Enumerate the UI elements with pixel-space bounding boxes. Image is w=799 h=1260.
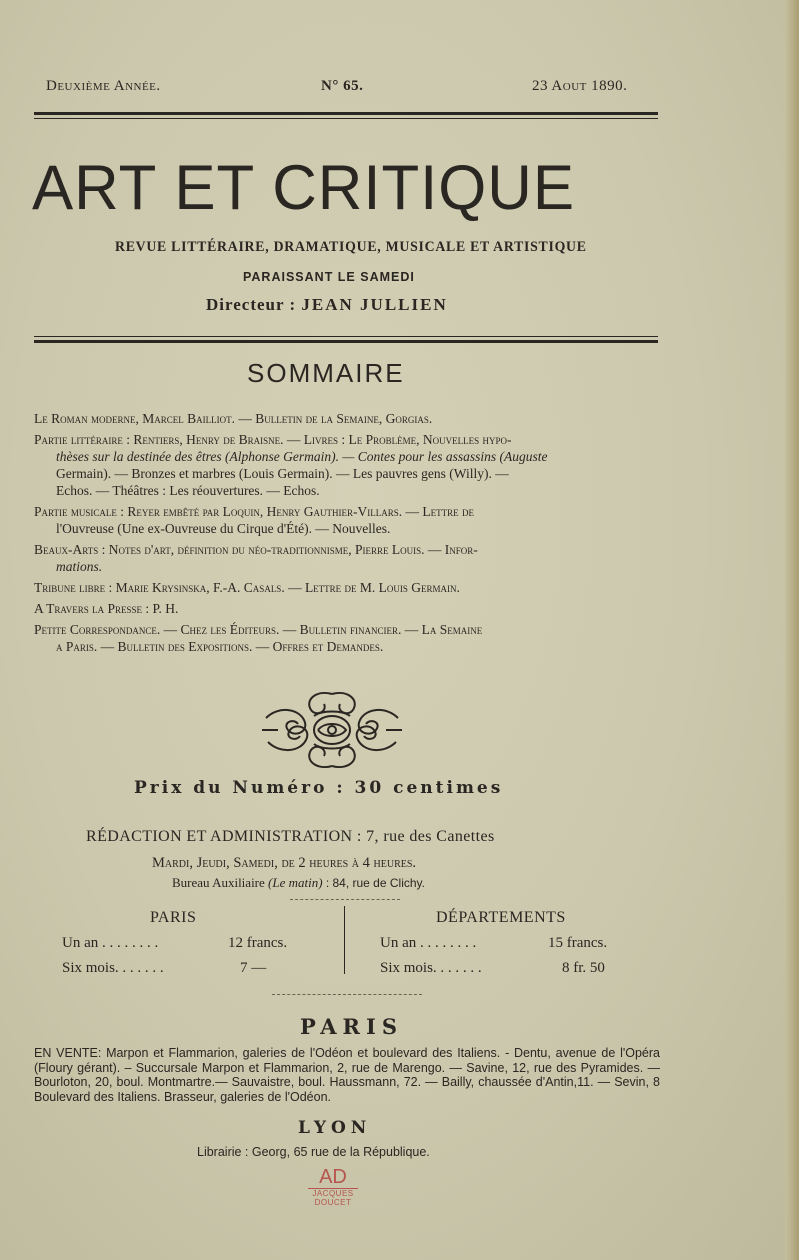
auxiliary-paper: (Le matin) — [268, 875, 323, 890]
divider — [290, 899, 400, 900]
paris-row-price: 7 — — [240, 960, 267, 976]
lyon-bookshop: Librairie : Georg, 65 rue de la République. — [197, 1145, 430, 1159]
toc-entry — [34, 541, 658, 575]
paris-row-label: Six mois. . . . . . . — [62, 960, 164, 976]
auxiliary-label: Bureau Auxiliaire — [172, 875, 265, 890]
publication-frequency: PARAISSANT LE SAMEDI — [243, 270, 415, 284]
toc-entry — [34, 503, 658, 537]
toc-line: mations. — [56, 559, 103, 574]
header-rule-thin — [34, 118, 658, 119]
year-label: Deuxième Année. — [46, 78, 161, 94]
toc-line: A Travers la Presse : P. H. — [34, 601, 179, 616]
masthead-subtitle: REVUE LITTÉRAIRE, DRAMATIQUE, MUSICALE ET ARTISTIQUE — [115, 239, 587, 255]
director-sep: : — [289, 295, 297, 314]
column-divider — [344, 906, 345, 974]
table-of-contents — [34, 410, 658, 659]
stamp-line: DOUCET — [314, 1198, 352, 1207]
dept-row-label: Six mois. . . . . . . — [380, 960, 482, 976]
paris-row-label: Un an . . . . . . . . — [62, 935, 159, 951]
masthead-title: ART ET CRITIQUE — [32, 153, 576, 223]
director-name: JEAN JULLIEN — [301, 295, 448, 314]
sales-text: EN VENTE: Marpon et Flammarion, galeries de l'Odéon et boulevard des Italiens. - Dentu, avenue de l'Opéra (Floury gérant). – Succursale Marpon et Flammarion, 2, rue de Marengo. — Savine, 12, rue des Pyramides. — Bourloton, 20, boul. Montmartre.— Sauvaistre, boul. Haussmann, 72. — Bailly, chaussée d'Antin,11. — Sevin, 8 Boulevard des Italiens. Brasseur, galeries de l'Odéon. — [34, 1046, 660, 1104]
sommaire-heading: SOMMAIRE — [247, 358, 405, 388]
masthead-rule — [34, 340, 658, 343]
issue-price: Prix du Numéro : 30 centimes — [134, 778, 504, 798]
toc-entry — [34, 579, 658, 596]
administration-address: RÉDACTION ET ADMINISTRATION : 7, rue des Canettes — [86, 828, 495, 845]
departements-heading: DÉPARTEMENTS — [436, 909, 566, 926]
dept-row-price: 8 fr. 50 — [562, 960, 605, 976]
toc-line: Tribune libre : Marie Krysinska, F.-A. Casals. — Lettre de M. Louis Germain. — [34, 580, 460, 595]
toc-line: Le Roman moderne, Marcel Bailliot. — Bulletin de la Semaine, Gorgias. — [34, 411, 433, 426]
page-edge — [785, 0, 799, 1260]
toc-line: Echos. — Théâtres : Les réouvertures. — Echos. — [56, 483, 320, 498]
stamp-line: JACQUES — [312, 1189, 354, 1198]
paris-row — [62, 935, 158, 952]
paris-row-price: 12 francs. — [228, 935, 288, 951]
toc-line: Partie musicale : Reyer embêté par Loquin, Henry Gauthier-Villars. — Lettre de — [34, 504, 474, 519]
toc-line: Petite Correspondance. — Chez les Éditeurs. — Bulletin financier. — La Semaine — [34, 622, 483, 637]
library-stamp — [308, 1166, 358, 1207]
toc-line: Beaux-Arts : Notes d'art, définition du néo-traditionnisme, Pierre Louis. — Infor- — [34, 542, 478, 557]
paris-row — [62, 960, 164, 977]
toc-line: a Paris. — Bulletin des Expositions. — Offres et Demandes. — [56, 639, 384, 654]
dept-row — [380, 935, 476, 952]
masthead-rule-thin — [34, 336, 658, 337]
toc-line: thèses sur la destinée des êtres (Alphonse Germain). — Contes pour les assassins (Auguste — [56, 449, 548, 464]
toc-line: Germain). — Bronzes et marbres (Louis Germain). — Les pauvres gens (Willy). — — [56, 466, 509, 481]
dept-row-label: Un an . . . . . . . . — [380, 935, 477, 951]
toc-entry — [34, 621, 658, 655]
stamp-monogram: AD — [308, 1166, 358, 1189]
toc-line: Partie littéraire : Rentiers, Henry de Braisne. — Livres : Le Problème, Nouvelles hypo- — [34, 432, 512, 447]
paris-heading: PARIS — [150, 909, 197, 926]
toc-line: l'Ouvreuse (Une ex-Ouvreuse du Cirque d'Été). — Nouvelles. — [56, 521, 391, 536]
dept-row — [380, 960, 482, 977]
header-rule — [34, 112, 658, 115]
dept-row-price: 15 francs. — [548, 935, 608, 951]
ornament-icon — [258, 688, 406, 772]
office-hours: Mardi, Jeudi, Samedi, de 2 heures à 4 heures. — [152, 855, 417, 871]
issue-date: 23 Aout 1890. — [532, 78, 628, 94]
toc-entry — [34, 431, 658, 499]
auxiliary-office — [172, 875, 425, 891]
director-label: Directeur — [206, 295, 285, 314]
director-line — [206, 295, 448, 315]
issue-number: N° 65. — [321, 78, 364, 94]
toc-entry — [34, 410, 658, 427]
toc-entry — [34, 600, 658, 617]
sales-city-lyon: LYON — [298, 1118, 372, 1138]
auxiliary-address: : 84, rue de Clichy. — [325, 876, 425, 890]
divider — [272, 994, 422, 995]
sales-city-paris: PARIS — [300, 1014, 403, 1039]
